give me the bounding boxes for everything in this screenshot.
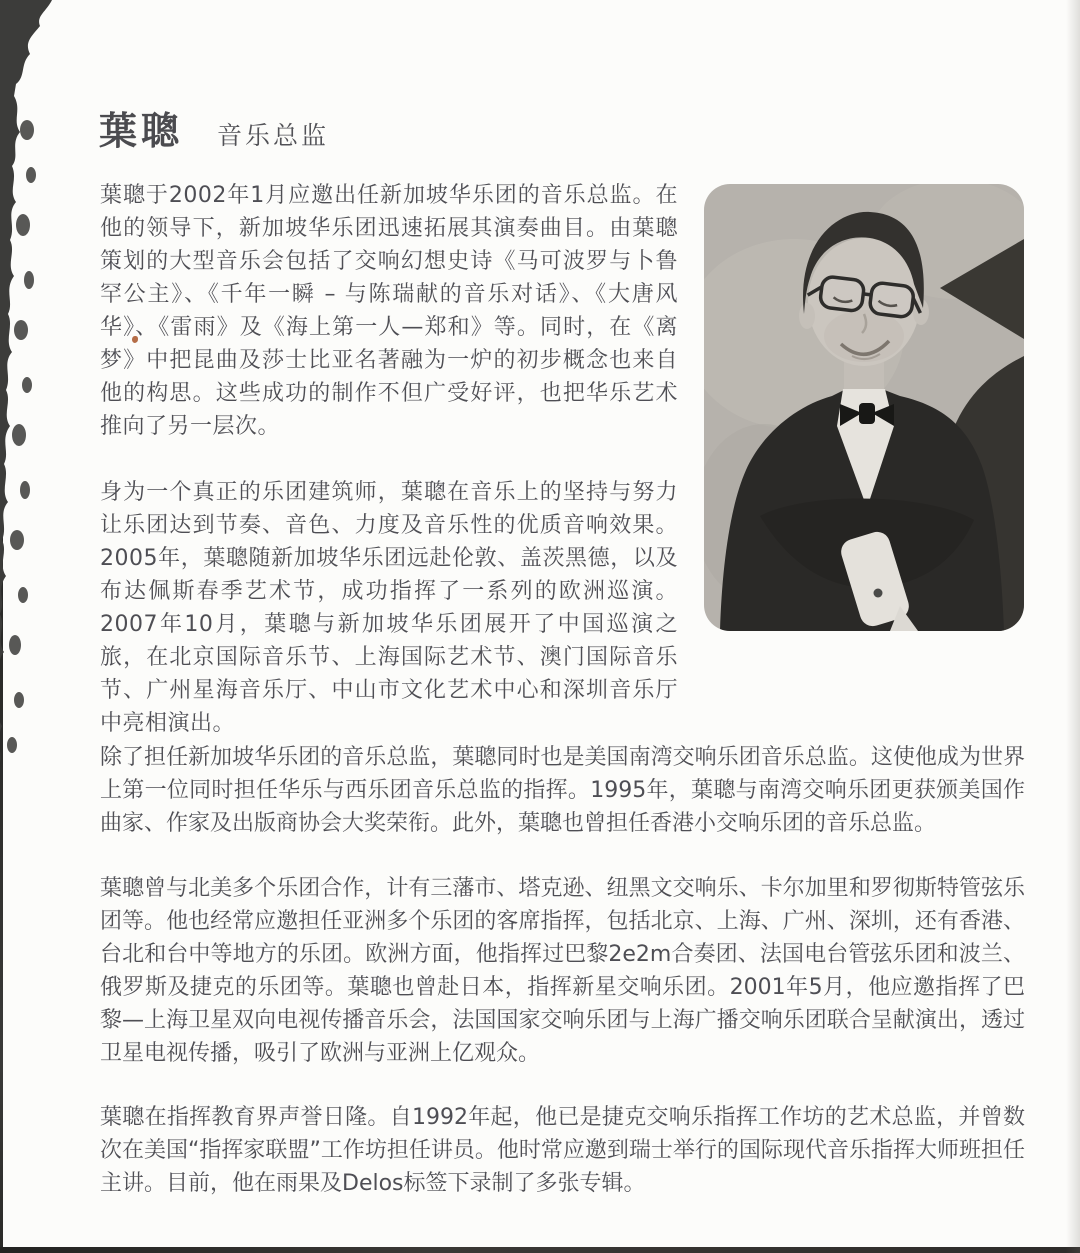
scan-right-shade [1066, 0, 1080, 1253]
bio-paragraph-3: 除了担任新加坡华乐团的音乐总监，葉聰同时也是美国南湾交响乐团音乐总监。这使他成为世界上第一位同时担任华乐与西乐团音乐总监的指挥。1995年，葉聰与南湾交响乐团更获颁美国作曲家、作家及出版商协会大奖荣衔。此外，葉聰也曾担任香港小交响乐团的音乐总监。 [100, 745, 1025, 836]
scan-bottom-band [0, 1247, 1080, 1253]
torn-paper-edge-artifact [0, 0, 70, 800]
page-header [99, 100, 329, 155]
bio-paragraph-2: 身为一个真正的乐团建筑师，葉聰在音乐上的坚持与努力让乐团达到节奏、音色、力度及音乐性的优质音响效果。2005年，葉聰随新加坡华乐团远赴伦敦、盖茨黑德，以及布达佩斯春季艺术节，成功指挥了一系列的欧洲巡演。2007年10月，葉聰与新加坡华乐团展开了中国巡演之旅，在北京国际音乐节、上海国际艺术节、澳门国际音乐节、广州星海音乐厅、中山市文化艺术中心和深圳音乐厅中亮相演出。 [100, 480, 678, 736]
bio-paragraph-4: 葉聰曾与北美多个乐团合作，计有三藩市、塔克逊、纽黑文交响乐、卡尔加里和罗彻斯特管弦乐团等。他也经常应邀担任亚洲多个乐团的客席指挥，包括北京、上海、广州、深圳，还有香港、台北和台中等地方的乐团。欧洲方面，他指挥过巴黎2e2m合奏团、法国电台管弦乐团和波兰、俄罗斯及捷克的乐团等。葉聰也曾赴日本，指挥新星交响乐团。2001年5月，他应邀指挥了巴黎—上海卫星双向电视传播音乐会，法国国家交响乐团与上海广播交响乐团联合呈献演出，透过卫星电视传播，吸引了欧洲与亚洲上亿观众。 [100, 876, 1025, 1066]
portrait-photo [704, 184, 1024, 631]
page-title: 葉聰 [99, 109, 184, 153]
bio-paragraph-1: 葉聰于2002年1月应邀出任新加坡华乐团的音乐总监。在他的领导下，新加坡华乐团迅速拓展其演奏曲目。由葉聰策划的大型音乐会包括了交响幻想史诗《马可波罗与卜鲁罕公主》、《千年一瞬 – 与陈瑞献的音乐对话》、《大唐风华》、《雷雨》及《海上第一人—郑和》等。同时，在《离梦》中把昆曲及莎士比亚名著融为一炉的初步概念也来自他的构思。这些成功的制作不但广受好评，也把华乐艺术推向了另一层次。 [100, 183, 678, 439]
bio-paragraph-5: 葉聰在指挥教育界声誉日隆。自1992年起，他已是捷克交响乐指挥工作坊的艺术总监，并曾数次在美国“指挥家联盟”工作坊担任讲员。他时常应邀到瑞士举行的国际现代音乐指挥大师班担任主讲。目前，他在雨果及Delos标签下录制了多张专辑。 [100, 1105, 1025, 1196]
page-subtitle: 音乐总监 [217, 121, 330, 150]
